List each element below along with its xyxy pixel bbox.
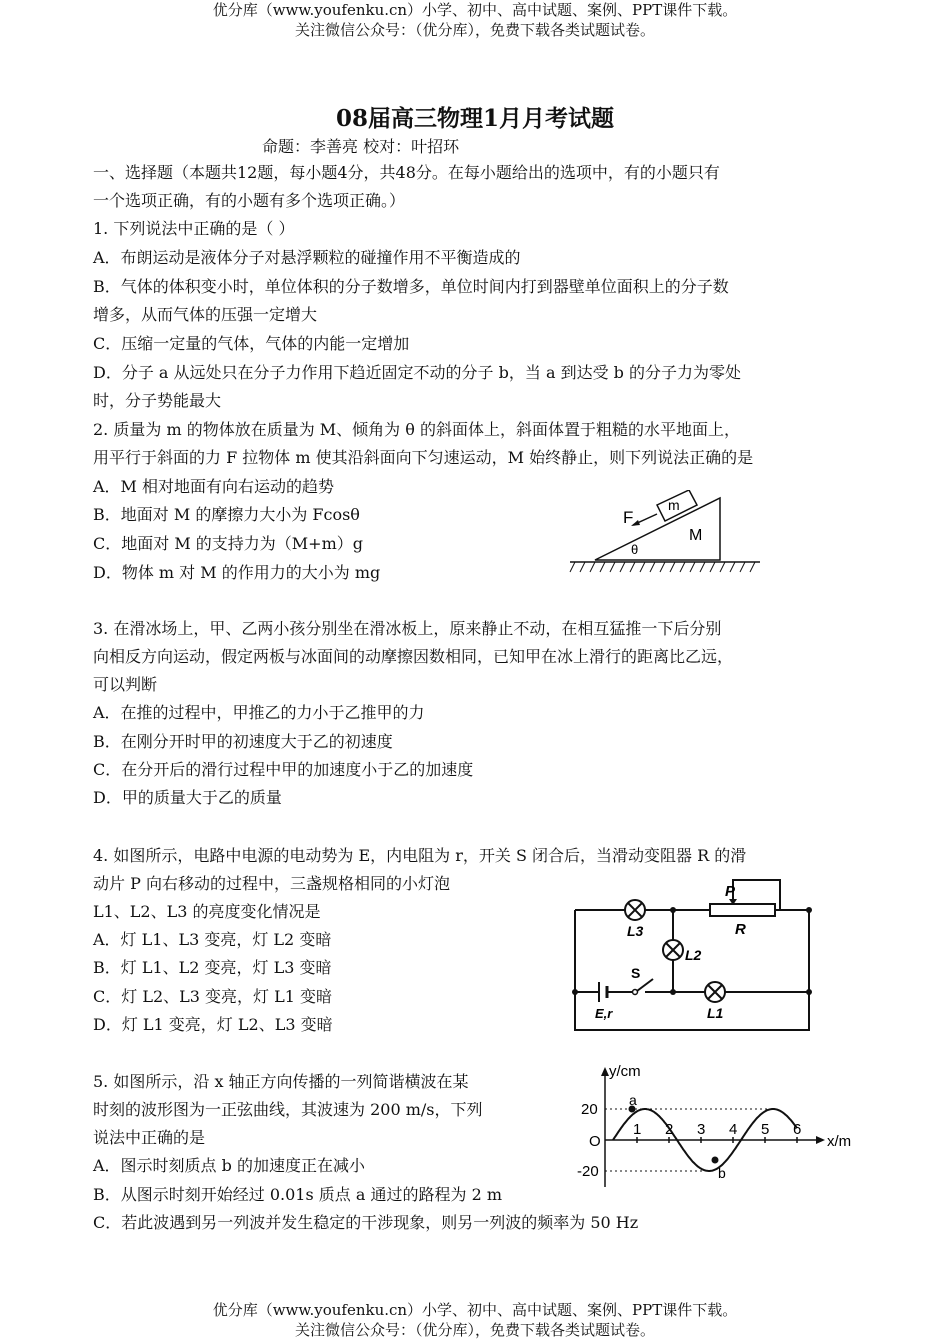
incline-figure (565, 490, 765, 580)
q3-stem-line-1: 3. 在滑冰场上，甲、乙两小孩分别坐在滑冰板上，原来静止不动，在相互猛推一下后分别 (93, 619, 722, 638)
q3-stem-line-3: 可以判断 (93, 675, 158, 694)
footer-line-2: 关注微信公众号：（优分库），免费下载各类试题试卷。 (294, 1321, 655, 1339)
q1-option-d-line-2: 时，分子势能最大 (93, 391, 222, 410)
x-axis-label: x/m (827, 1133, 852, 1150)
x-tick-label: 5 (761, 1121, 770, 1138)
lamp-L1 (705, 982, 725, 1002)
origin-label: O (589, 1133, 601, 1150)
wave-figure (575, 1062, 875, 1192)
section-intro-line-1: 一、选择题（本题共12题，每小题4分，共48分。在每小题给出的选项中，有的小题只有 (93, 163, 720, 182)
lamp-L3 (625, 900, 645, 920)
label-S: S (631, 965, 641, 981)
q2-stem-line-2: 用平行于斜面的力 F 拉物体 m 使其沿斜面向下匀速运动，M 始终静止，则下列说法正确的是 (93, 448, 754, 467)
y-tick-neg20: -20 (577, 1163, 599, 1180)
q4-option-d: D．灯 L1 变亮，灯 L2、L3 变暗 (93, 1015, 333, 1034)
y-tick-20: 20 (581, 1101, 598, 1118)
q2-option-b: B．地面对 M 的摩擦力大小为 Fcosθ (93, 505, 360, 524)
q5-stem-line-3: 说法中正确的是 (93, 1128, 206, 1147)
q4-stem-line-3: L1、L2、L3 的亮度变化情况是 (93, 902, 321, 921)
q4-stem-line-1: 4. 如图所示，电路中电源的电动势为 E，内电阻为 r，开关 S 闭合后，当滑动变阻器 R 的滑 (93, 846, 747, 865)
q3-option-c: C．在分开后的滑行过程中甲的加速度小于乙的加速度 (93, 760, 474, 779)
header-line-1: 优分库（www.youfenku.cn）小学、初中、高中试题、案例、PPT课件下载。 (212, 1, 738, 19)
q1-stem: 1. 下列说法中正确的是（ ） (93, 219, 295, 238)
y-axis-label: y/cm (609, 1063, 641, 1080)
q1-option-b-line-1: B．气体的体积变小时，单位体积的分子数增多，单位时间内打到器壁单位面积上的分子数 (93, 277, 729, 296)
point-b (712, 1157, 719, 1164)
label-M: M (689, 527, 703, 544)
section-intro-line-2: 一个选项正确，有的小题有多个选项正确。） (93, 191, 406, 210)
q2-stem-line-1: 2. 质量为 m 的物体放在质量为 M、倾角为 θ 的斜面体上，斜面体置于粗糙的水平地面上， (93, 420, 740, 439)
label-a: a (629, 1092, 637, 1108)
q4-stem-line-2: 动片 P 向右移动的过程中，三盏规格相同的小灯泡 (93, 874, 450, 893)
label-L2: L2 (685, 947, 702, 963)
label-R: R (735, 921, 746, 938)
q5-stem-line-2: 时刻的波形图为一正弦曲线，其波速为 200 m/s，下列 (93, 1100, 483, 1119)
authors: 命题：李善亮 校对：叶招环 (262, 137, 460, 156)
q2-option-d: D．物体 m 对 M 的作用力的大小为 mg (93, 563, 381, 582)
q5-option-c: C．若此波遇到另一列波并发生稳定的干涉现象，则另一列波的频率为 50 Hz (93, 1213, 639, 1232)
label-m: m (668, 497, 680, 513)
q1-option-a: A．布朗运动是液体分子对悬浮颗粒的碰撞作用不平衡造成的 (93, 248, 521, 267)
page-title: 08届高三物理1月月考试题 (335, 105, 614, 132)
x-tick-label: 3 (697, 1121, 706, 1138)
q2-option-c: C．地面对 M 的支持力为（M+m）g (93, 534, 364, 553)
q3-option-b: B．在刚分开时甲的初速度大于乙的初速度 (93, 732, 393, 751)
x-tick-label: 2 (665, 1121, 674, 1138)
q1-option-d-line-1: D．分子 a 从远处只在分子力作用下趋近固定不动的分子 b，当 a 到达受 b 的分子力为零处 (93, 363, 741, 382)
label-L1: L1 (707, 1005, 724, 1021)
header-line-2: 关注微信公众号：（优分库），免费下载各类试题试卷。 (294, 21, 655, 39)
label-F: F (623, 508, 634, 527)
q1-option-c: C．压缩一定量的气体，气体的内能一定增加 (93, 334, 410, 353)
label-L3: L3 (627, 923, 644, 939)
x-tick-label: 6 (793, 1121, 802, 1138)
q5-option-a: A．图示时刻质点 b 的加速度正在减小 (93, 1156, 365, 1175)
q4-option-b: B．灯 L1、L2 变亮，灯 L3 变暗 (93, 958, 332, 977)
x-tick-label: 1 (633, 1121, 642, 1138)
q5-stem-line-1: 5. 如图所示，沿 x 轴正方向传播的一列简谐横波在某 (93, 1072, 469, 1091)
q3-option-a: A．在推的过程中，甲推乙的力小于乙推甲的力 (93, 703, 425, 722)
q1-option-b-line-2: 增多，从而气体的压强一定增大 (93, 305, 318, 324)
q4-option-a: A．灯 L1、L3 变亮，灯 L2 变暗 (93, 930, 332, 949)
label-theta: θ (631, 542, 639, 557)
x-tick-label: 4 (729, 1121, 738, 1138)
q5-option-b: B．从图示时刻开始经过 0.01s 质点 a 通过的路程为 2 m (93, 1185, 503, 1204)
label-P: P (725, 883, 736, 900)
lamp-L2 (663, 940, 683, 960)
resistor-R (710, 904, 775, 916)
label-b: b (718, 1165, 726, 1181)
q3-option-d: D．甲的质量大于乙的质量 (93, 788, 282, 807)
label-Er: E,r (595, 1006, 613, 1021)
q3-stem-line-2: 向相反方向运动，假定两板与冰面间的动摩擦因数相同，已知甲在冰上滑行的距离比乙远， (93, 647, 734, 666)
circuit-figure (565, 872, 815, 1037)
q4-option-c: C．灯 L2、L3 变亮，灯 L1 变暗 (93, 987, 333, 1006)
q2-option-a: A．M 相对地面有向右运动的趋势 (93, 477, 335, 496)
footer-line-1: 优分库（www.youfenku.cn）小学、初中、高中试题、案例、PPT课件下载。 (212, 1301, 738, 1319)
